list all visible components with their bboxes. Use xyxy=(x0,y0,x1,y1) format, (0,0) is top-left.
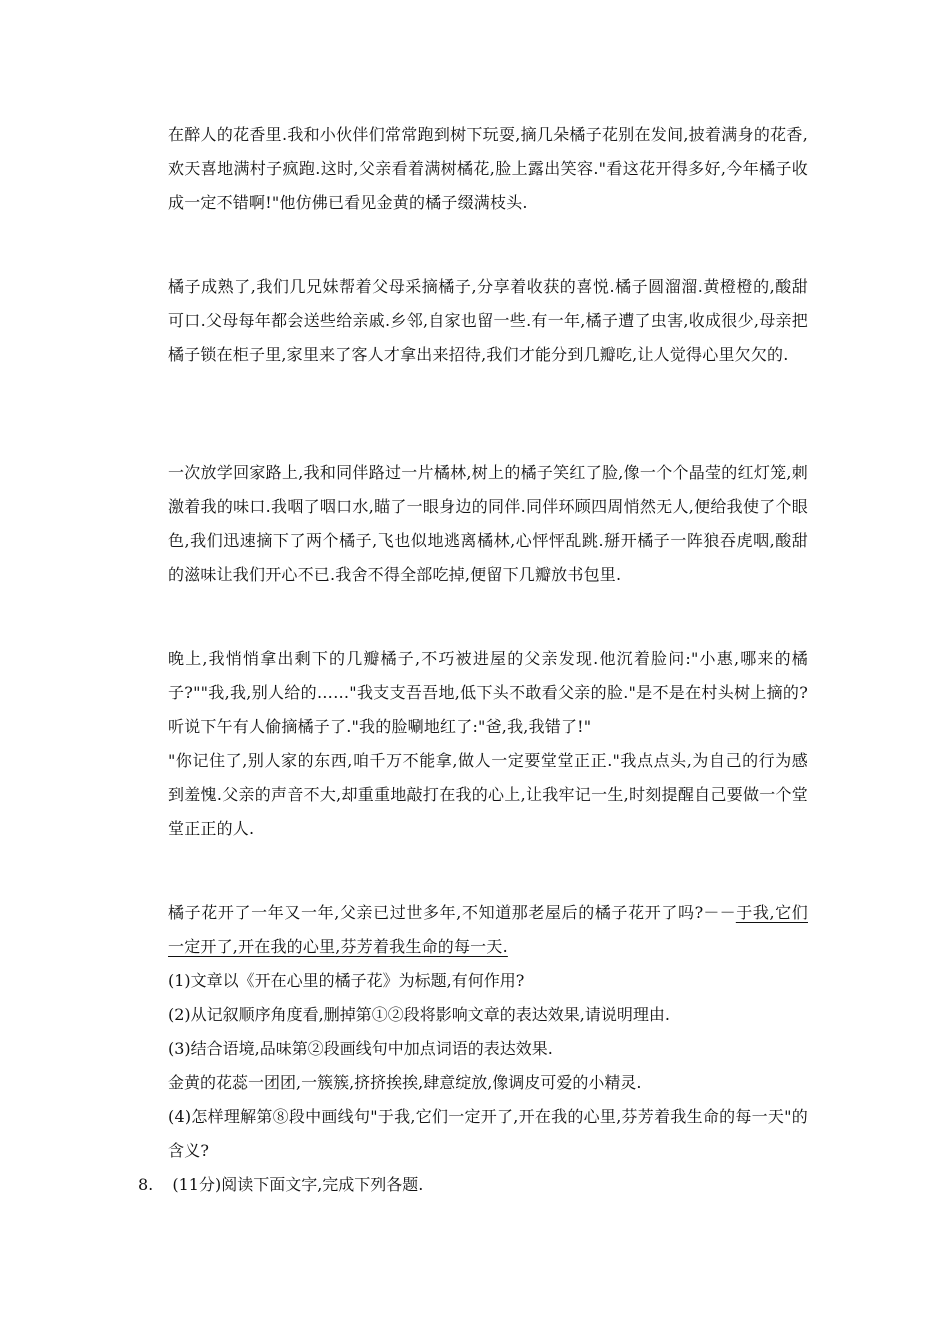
question-1: (1)文章以《开在心里的橘子花》为标题,有何作用? xyxy=(168,971,525,990)
question-2: (2)从记叙顺序角度看,删掉第①②段将影响文章的表达效果,请说明理由. xyxy=(168,1005,670,1024)
paragraph-2: 橘子成熟了,我们几兄妹帮着父母采摘橘子,分享着收获的喜悦.橘子圆溜溜.黄橙橙的,酸甜可口.父母每年都会送些给亲戚.乡邻,自家也留一些.有一年,橘子遭了虫害,收成很少,母亲把橘子锁在柜子里,家里来了客人才拿出来招待,我们才能分到几瓣吃,让人觉得心里欠欠的. xyxy=(168,277,808,364)
paragraph-1: 在醉人的花香里.我和小伙伴们常常跑到树下玩耍,摘几朵橘子花别在发间,披着满身的花香,欢天喜地满村子疯跑.这时,父亲看着满树橘花,脸上露出笑容."看这花开得多好,今年橘子收成一定不错啊!"他仿佛已看见金黄的橘子缀满枝头. xyxy=(168,125,808,212)
paragraph-5: "你记住了,别人家的东西,咱千万不能拿,做人一定要堂堂正正."我点点头,为自己的行为感到羞愧.父亲的声音不大,却重重地敲打在我的心上,让我牢记一生,时刻提醒自己要做一个堂堂正正的人. xyxy=(168,751,808,838)
paragraph-4: 晚上,我悄悄拿出剩下的几瓣橘子,不巧被进屋的父亲发现.他沉着脸问:"小惠,哪来的橘子?""我,我,别人给的……"我支支吾吾地,低下头不敢看父亲的脸."是不是在村头树上摘的?听说下午有人偷摘橘子了."我的脸唰地红了:"爸,我,我错了!" xyxy=(168,649,808,736)
question-8 xyxy=(138,1168,423,1202)
question-8-number: 8. xyxy=(138,1175,154,1194)
paragraph-3: 一次放学回家路上,我和同伴路过一片橘林,树上的橘子笑红了脸,像一个个晶莹的红灯笼,刺激着我的味口.我咽了咽口水,瞄了一眼身边的同伴.同伴环顾四周悄然无人,便给我使了个眼色,我们迅速摘下了两个橘子,飞也似地逃离橘林,心怦怦乱跳.掰开橘子一阵狼吞虎咽,酸甜的滋味让我们开心不已.我舍不得全部吃掉,便留下几瓣放书包里. xyxy=(168,463,808,584)
question-8-text: (11分)阅读下面文字,完成下列各题. xyxy=(172,1175,424,1194)
question-4: (4)怎样理解第⑧段中画线句"于我,它们一定开了,开在我的心里,芬芳着我生命的每一天"的含义? xyxy=(168,1107,808,1160)
paragraph-6 xyxy=(168,896,808,964)
question-3-sentence: 金黄的花蕊一团团,一簇簇,挤挤挨挨,肆意绽放,像调皮可爱的小精灵. xyxy=(168,1073,642,1092)
paragraph-6-text: 橘子花开了一年又一年,父亲已过世多年,不知道那老屋后的橘子花开了吗?－－ xyxy=(168,903,736,922)
question-3: (3)结合语境,品味第②段画线句中加点词语的表达效果. xyxy=(168,1039,553,1058)
underlined-sentence: 于我,它们一定开了,开在我的心里,芬芳着我生命的每一天. xyxy=(168,903,808,956)
